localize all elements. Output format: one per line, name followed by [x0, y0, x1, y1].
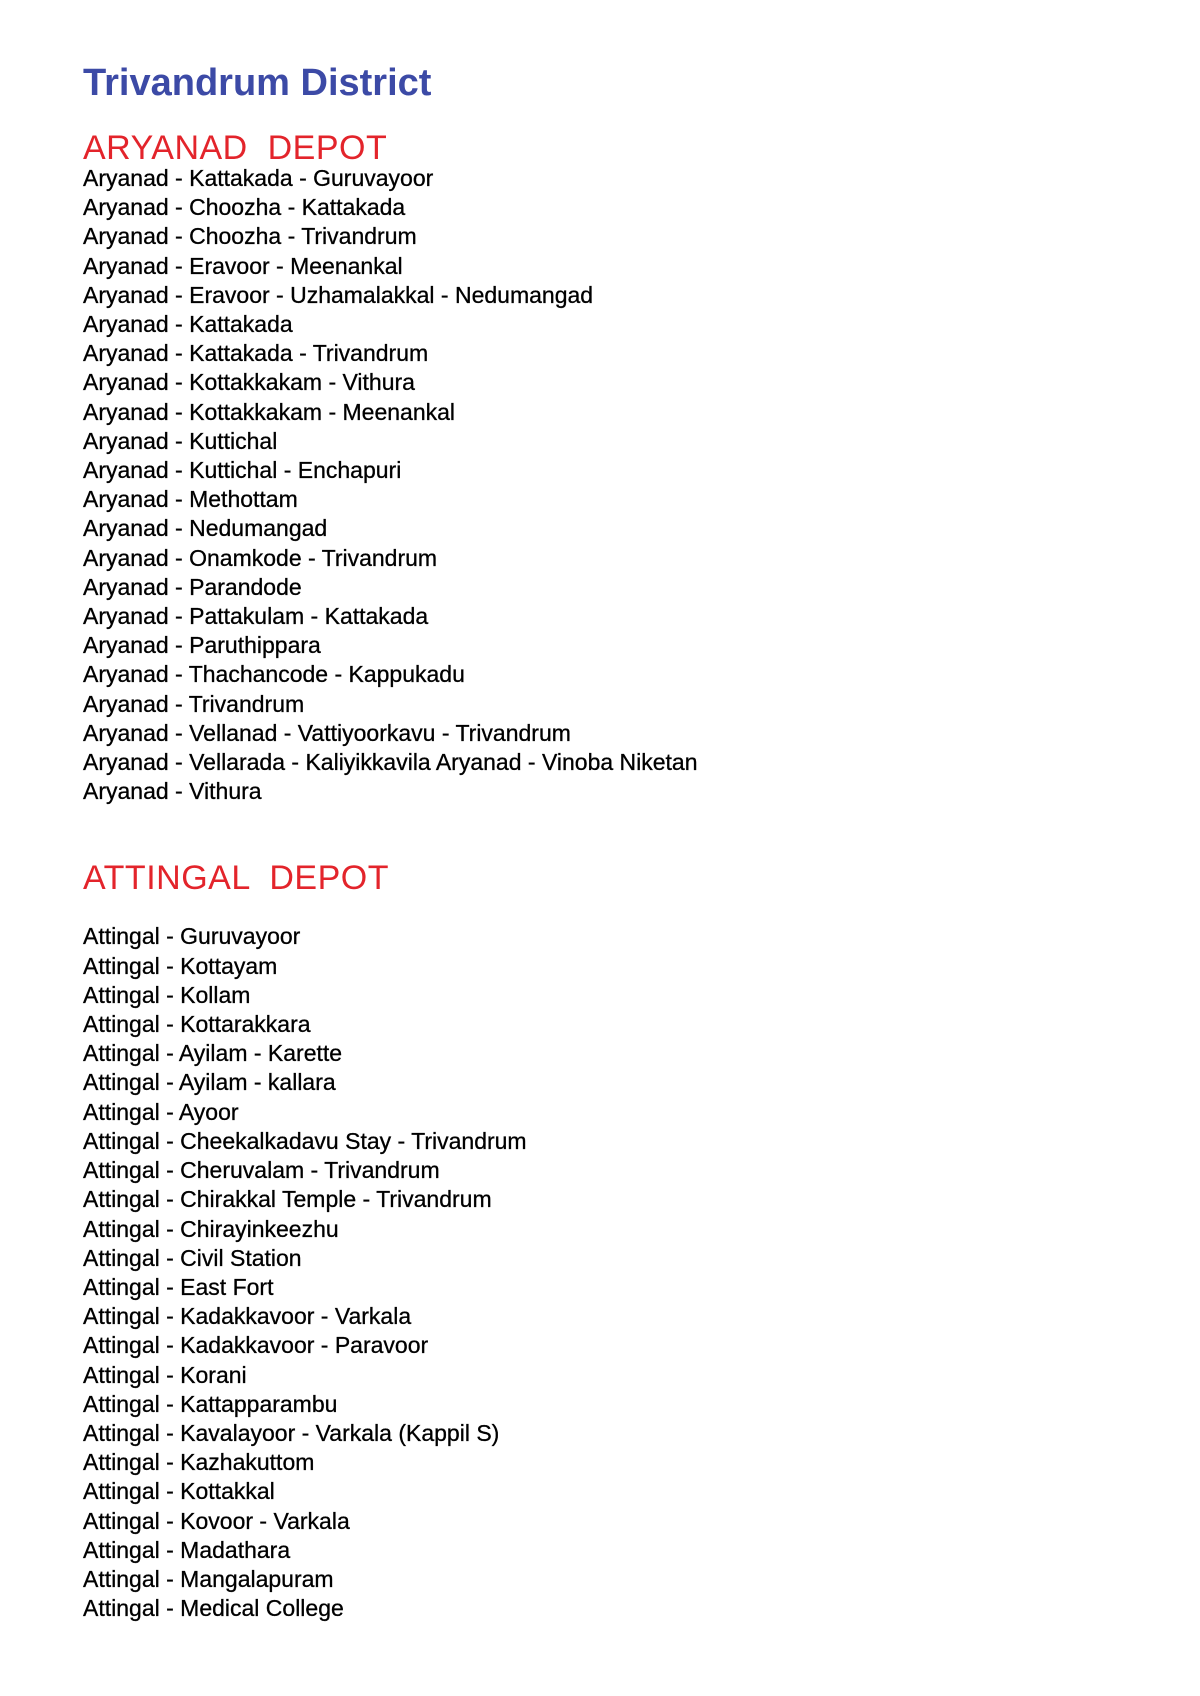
- route-item: Aryanad - Kattakada - Guruvayoor: [83, 165, 434, 191]
- route-item: Attingal - Kottakkal: [83, 1478, 275, 1505]
- route-item: Attingal - Cheruvalam - Trivandrum: [83, 1157, 440, 1184]
- district-title: Trivandrum District: [83, 62, 432, 104]
- route-item: Aryanad - Kottakkakam - Meenankal: [83, 398, 456, 425]
- route-item: Attingal - Ayilam - Karette: [83, 1040, 343, 1067]
- route-item: Attingal - Kadakkavoor - Varkala: [83, 1303, 412, 1330]
- depot-title: ARYANAD DEPOT: [83, 129, 388, 167]
- attingal-depot-section: [83, 860, 1163, 1623]
- route-item: Attingal - Kollam: [83, 981, 251, 1008]
- route-item: Aryanad - Kattakada - Trivandrum: [83, 340, 429, 367]
- route-item: Attingal - Kattapparambu: [83, 1390, 338, 1417]
- route-item: Attingal - East Fort: [83, 1273, 274, 1300]
- route-item: Attingal - Madathara: [83, 1536, 291, 1563]
- route-item: Aryanad - Choozha - Kattakada: [83, 194, 406, 221]
- aryanad-depot-section: [83, 130, 1163, 806]
- route-item: Attingal - Chirakkal Temple - Trivandrum: [83, 1186, 492, 1213]
- route-item: Attingal - Ayoor: [83, 1098, 239, 1125]
- route-item: Aryanad - Kottakkakam - Vithura: [83, 369, 415, 396]
- route-item: Aryanad - Methottam: [83, 486, 298, 513]
- route-item: Aryanad - Vellanad - Vattiyoorkavu - Trivandrum: [83, 719, 571, 746]
- route-item: Attingal - Kovoor - Varkala: [83, 1507, 350, 1534]
- depot-title: ATTINGAL DEPOT: [83, 859, 389, 898]
- document-page: [83, 60, 1163, 1623]
- route-item: Aryanad - Pattakulam - Kattakada: [83, 603, 429, 630]
- route-item: Aryanad - Vithura: [83, 778, 262, 805]
- route-item: Aryanad - Nedumangad: [83, 515, 328, 542]
- route-item: Aryanad - Kuttichal - Enchapuri: [83, 457, 402, 484]
- route-item: Attingal - Ayilam - kallara: [83, 1069, 336, 1096]
- route-item: Attingal - Guruvayoor: [83, 923, 301, 950]
- route-item: Aryanad - Trivandrum: [83, 690, 305, 717]
- route-item: Aryanad - Thachancode - Kappukadu: [83, 661, 465, 688]
- route-item: Attingal - Mangalapuram: [83, 1565, 334, 1592]
- route-item: Aryanad - Onamkode - Trivandrum: [83, 544, 438, 571]
- route-list: [83, 164, 1163, 806]
- route-item: Attingal - Kadakkavoor - Paravoor: [83, 1332, 429, 1359]
- route-list: [83, 922, 1163, 1623]
- route-item: Attingal - Kazhakuttom: [83, 1449, 315, 1476]
- route-item: Aryanad - Eravoor - Uzhamalakkal - Nedumangad: [83, 281, 594, 308]
- route-item: Aryanad - Eravoor - Meenankal: [83, 252, 403, 279]
- route-item: Attingal - Medical College: [83, 1595, 344, 1622]
- route-item: Aryanad - Kattakada: [83, 311, 293, 338]
- route-item: Aryanad - Kuttichal: [83, 427, 278, 454]
- route-item: Aryanad - Parandode: [83, 573, 302, 600]
- route-item: Aryanad - Vellarada - Kaliyikkavila Aryanad - Vinoba Niketan: [83, 749, 698, 776]
- route-item: Aryanad - Choozha - Trivandrum: [83, 223, 417, 250]
- route-item: Aryanad - Paruthippara: [83, 632, 321, 659]
- route-item: Attingal - Kottarakkara: [83, 1011, 311, 1038]
- route-item: Attingal - Kottayam: [83, 952, 278, 979]
- route-item: Attingal - Civil Station: [83, 1244, 302, 1271]
- route-item: Attingal - Kavalayoor - Varkala (Kappil S): [83, 1419, 500, 1446]
- route-item: Attingal - Chirayinkeezhu: [83, 1215, 339, 1242]
- route-item: Attingal - Korani: [83, 1361, 247, 1388]
- route-item: Attingal - Cheekalkadavu Stay - Trivandrum: [83, 1127, 527, 1154]
